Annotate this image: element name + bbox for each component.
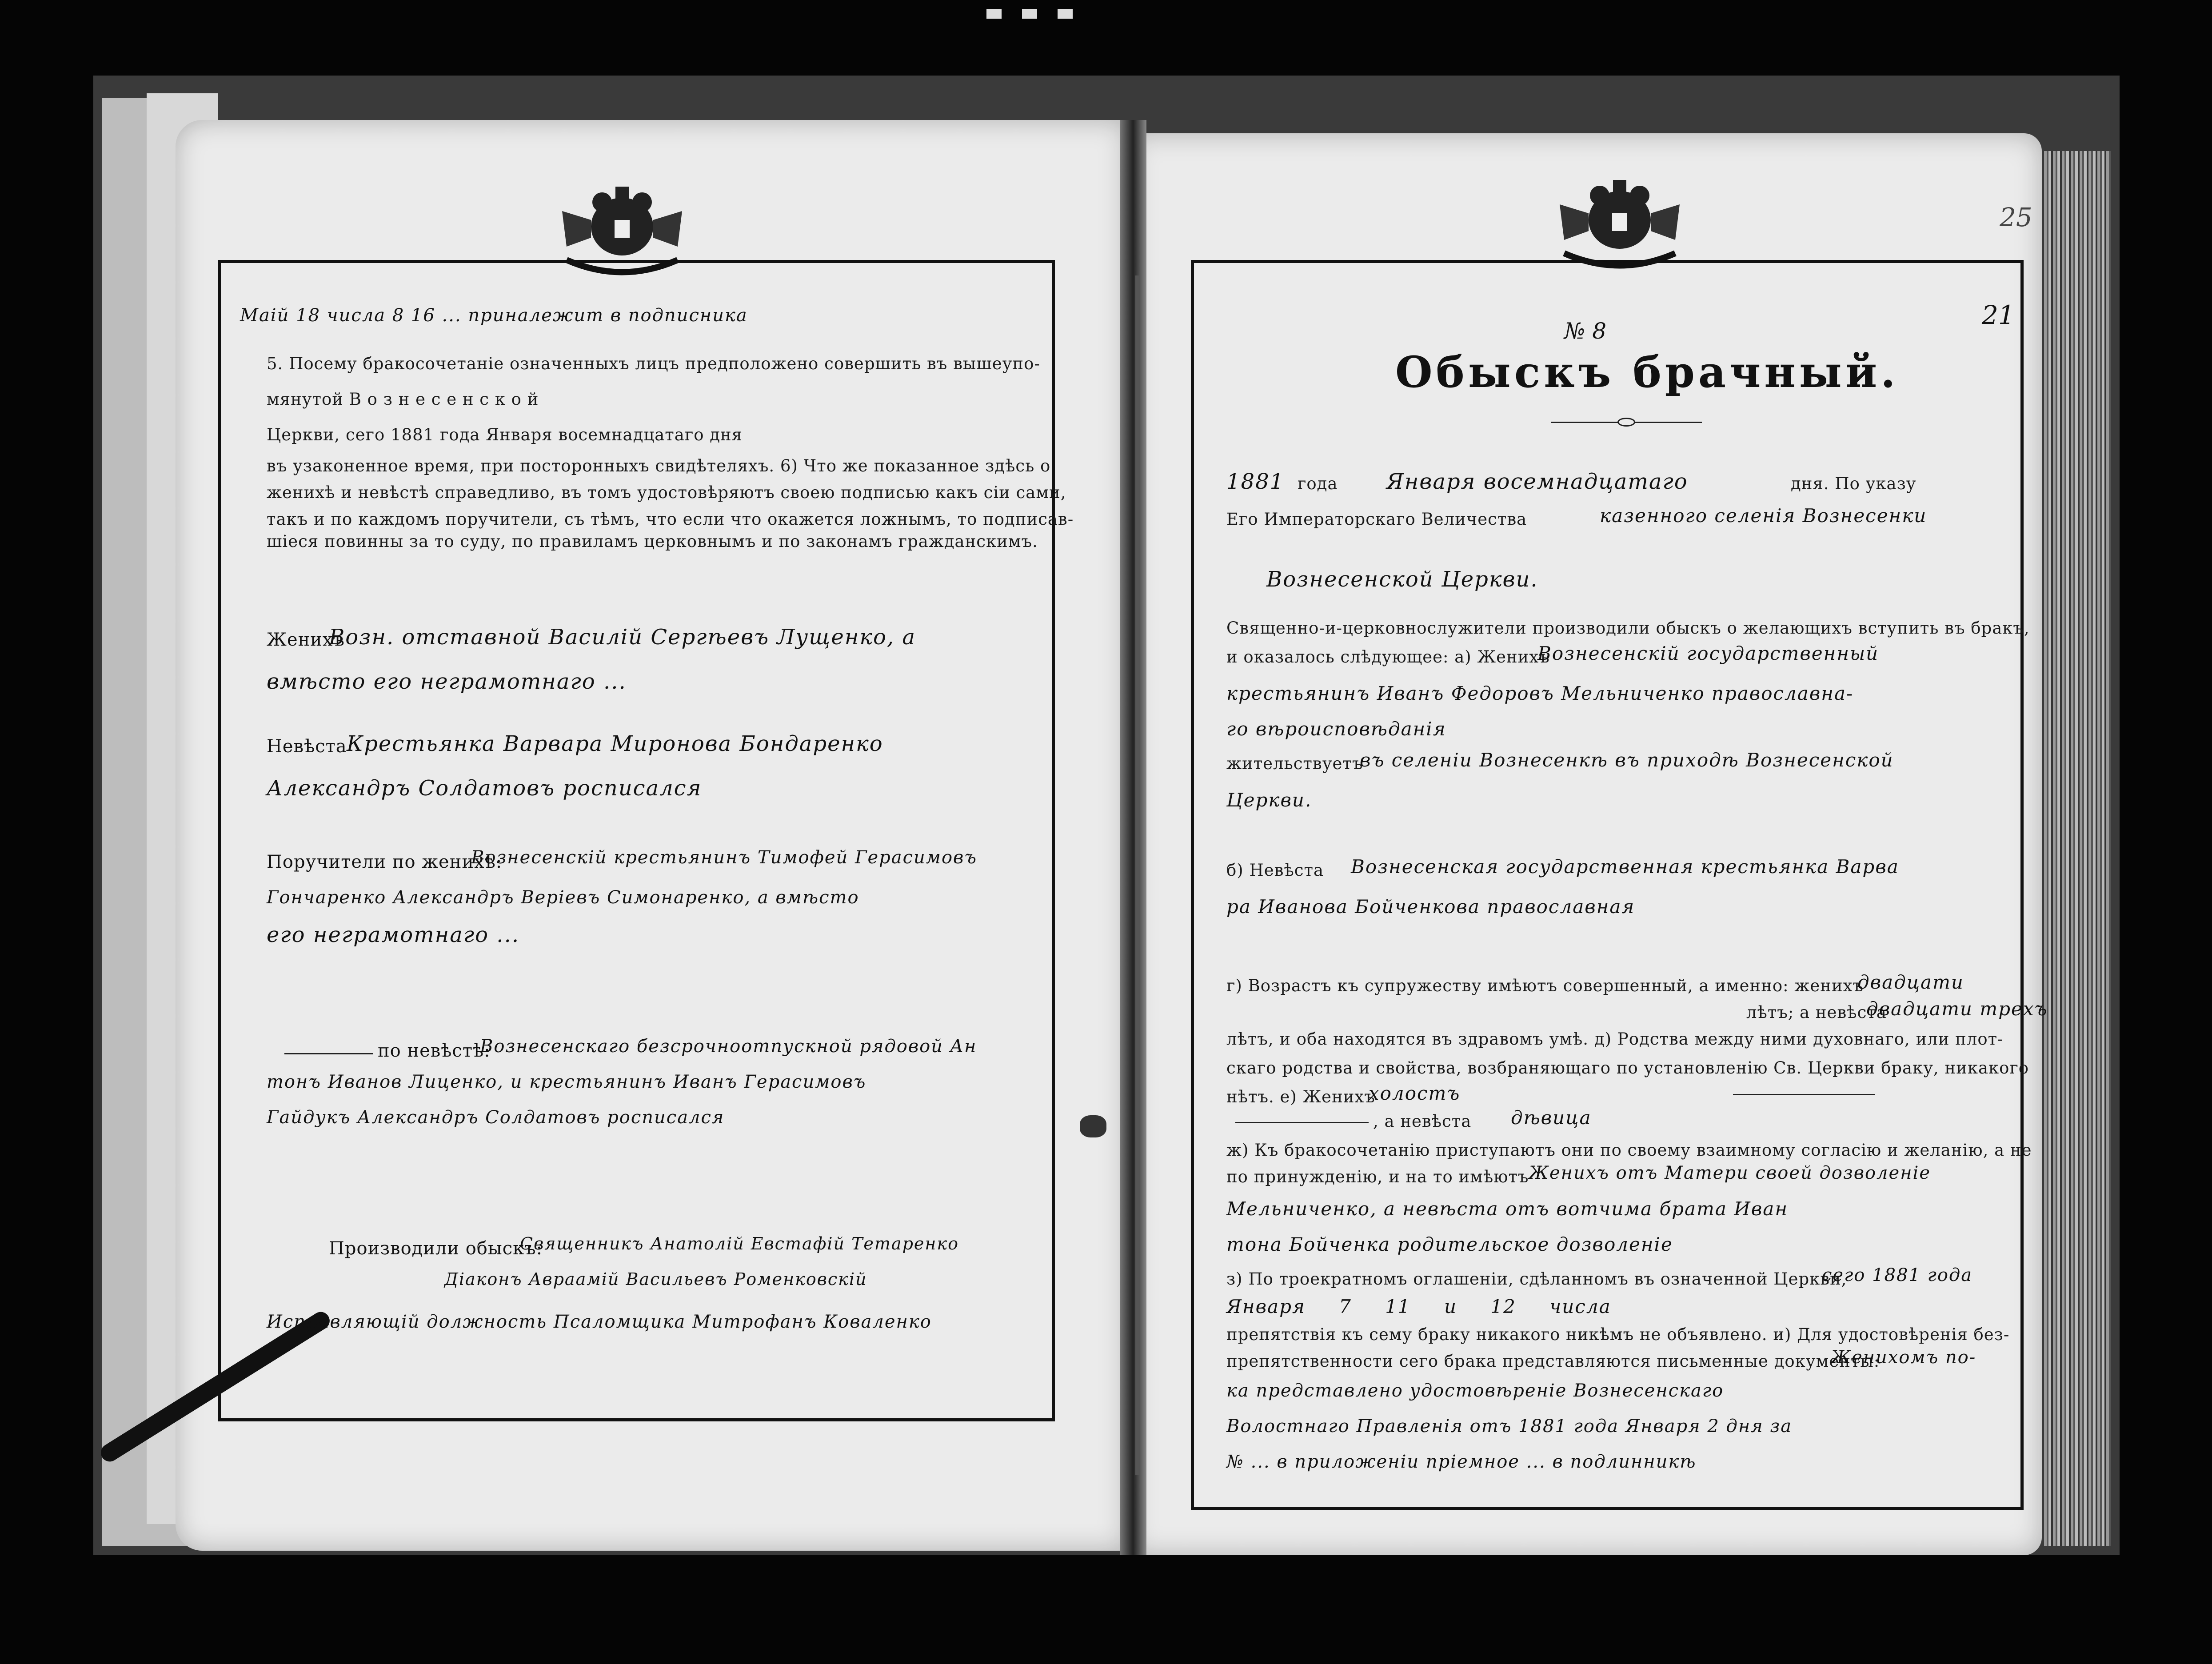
clergy-line: Священно-и-церковнослужители производили обыскъ о желающихъ вступить въ бракъ, <box>1226 619 2030 638</box>
date-day-word: дня. По указу <box>1791 474 1917 493</box>
bride-status: дѣвица <box>1511 1107 1592 1129</box>
consent-line: ж) Къ бракосочетанію приступаютъ они по своему взаимному согласію и желанію, а не <box>1226 1141 2032 1160</box>
bride-hand: ра Иванова Бойченкова православная <box>1226 896 1635 918</box>
bride-entry: Александръ Солдатовъ росписался <box>267 776 702 801</box>
document-title: Обыскъ брачный. <box>1395 347 1899 397</box>
banns-line: з) По троекратномъ оглашеніи, сдѣланномъ въ означенной Церкви, <box>1226 1269 1847 1289</box>
guarantors-groom-label: Поручители по женихѣ: <box>267 852 503 872</box>
bride-age: двадцати трехъ <box>1866 998 2048 1020</box>
documents-hand: Волостнаго Правленія отъ 1881 года Января 2 дня за <box>1226 1416 1793 1437</box>
blank-dash <box>1235 1122 1369 1123</box>
found-line: и оказалось слѣдующее: а) Женихъ <box>1226 647 1550 666</box>
banns-hand: сего 1881 года <box>1822 1265 1973 1285</box>
consent-hand: Женихъ отъ Матери своей дозволеніе <box>1529 1163 1931 1183</box>
left-paragraph-line: шіеся повинны за то суду, по правиламъ церковнымъ и по законамъ гражданскимъ. <box>267 532 1038 551</box>
page-number: 25 <box>2000 202 2032 232</box>
right-page-border <box>1191 260 2024 1510</box>
date-year-word: года <box>1298 474 1338 493</box>
groom-hand: Вознесенскій государственный <box>1537 642 1879 664</box>
groom-age: двадцати <box>1857 971 1964 993</box>
date-month-day: Января восемнадцатаго <box>1386 469 1688 494</box>
guarantors-bride-entry: тонъ Иванов Лиценко, и крестьянинъ Иванъ Герасимовъ <box>267 1072 866 1092</box>
documents-hand: № ... в приложеніи пріемное ... в подлинникѣ <box>1226 1452 1697 1472</box>
bride-label-right: б) Невѣста <box>1226 861 1324 880</box>
consent-line: по принужденію, и на то имѣютъ <box>1226 1167 1529 1186</box>
age-line: скаго родства и свойства, возбраняющаго по установленію Св. Церкви браку, никакого <box>1226 1058 2029 1077</box>
groom-entry: Возн. отставной Василій Сергѣевъ Лущенко, а <box>329 625 916 650</box>
guarantors-bride-label: по невѣстѣ: <box>378 1041 491 1061</box>
guarantors-groom-entry: Гончаренко Александръ Веріевъ Симонаренко, а вмѣсто <box>267 887 859 908</box>
left-paragraph-line: такъ и по каждомъ поручители, съ тѣмъ, что если что окажется ложнымъ, то подписав- <box>267 510 1074 529</box>
age-line: , а невѣста <box>1373 1112 1472 1131</box>
left-paragraph-line: Церкви, сего 1881 года Января восемнадцатаго дня <box>267 425 743 444</box>
left-paragraph-line: женихѣ и невѣстѣ справедливо, въ томъ удостовѣряютъ своею подписью какъ сіи сами, <box>267 483 1066 502</box>
groom-hand: го вѣроисповѣданія <box>1226 718 1446 740</box>
age-line: лѣтъ; а невѣста <box>1746 1003 1887 1022</box>
left-paragraph-line: въ узаконенное время, при посторонныхъ свидѣтеляхъ. 6) Что же показанное здѣсь о <box>267 456 1051 475</box>
scan-marks <box>986 9 1093 22</box>
residence-label: жительствуетъ <box>1226 754 1363 773</box>
conducted-label: Производили обыскъ: <box>329 1238 543 1259</box>
date-year: 1881 <box>1226 469 1285 494</box>
ink-blot <box>1080 1115 1106 1137</box>
groom-status: холостъ <box>1369 1082 1461 1104</box>
blank-dash <box>1733 1094 1875 1095</box>
consent-hand: Мельниченко, а невѣста отъ вотчима брата Иван <box>1226 1198 1789 1220</box>
consent-hand: тона Бойченка родительское дозволеніе <box>1226 1233 1673 1255</box>
banns-hand: Января 7 11 и 12 числа <box>1226 1296 1611 1317</box>
age-line: г) Возрастъ къ супружеству имѣютъ совершенный, а именно: женихъ <box>1226 976 1864 995</box>
blank-dash <box>284 1053 373 1054</box>
bride-entry: Крестьянка Варвара Миронова Бондаренко <box>347 731 883 756</box>
left-header-note: Маій 18 числа 8 16 ... приналежит в подписника <box>240 305 748 326</box>
corner-number: 21 <box>1982 300 2015 330</box>
bride-hand: Вознесенская государственная крестьянка Варва <box>1351 856 1899 878</box>
left-paragraph-line: мянутой В о з н е с е н с к о й <box>267 390 539 409</box>
documents-hand: Женихомъ по- <box>1831 1347 1976 1368</box>
page-edges-right <box>2044 151 2111 1546</box>
age-line: нѣтъ. е) Женихъ <box>1226 1087 1375 1106</box>
guarantors-bride-entry: Гайдукъ Александръ Солдатовъ росписался <box>267 1107 725 1128</box>
groom-hand: крестьянинъ Иванъ Федоровъ Мельниченко православна- <box>1226 682 1854 704</box>
residence-hand: въ селеніи Вознесенкѣ въ приходѣ Вознесенской <box>1360 749 1894 771</box>
left-paragraph-line: 5. Посему бракосочетаніе означенныхъ лицъ предположено совершить въ вышеупо- <box>267 354 1040 373</box>
bride-label: Невѣста <box>267 736 347 757</box>
title-ornament <box>1551 418 1702 427</box>
majesty-line: Его Императорскаго Величества <box>1226 510 1527 529</box>
groom-label: Женихъ <box>267 630 345 650</box>
guarantors-groom-entry: его неграмотнаго ... <box>267 922 520 947</box>
groom-entry: вмѣсто его неграмотнаго ... <box>267 669 627 694</box>
guarantors-groom-entry: Вознесенскій крестьянинъ Тимофей Герасимовъ <box>471 847 977 868</box>
imperial-eagle-emblem-right <box>1546 178 1693 271</box>
impediment-line: препятственности сего брака представляются письменные документы: <box>1226 1352 1880 1371</box>
age-line: лѣтъ, и оба находятся въ здравомъ умѣ. д) Родства между ними духовнаго, или плот- <box>1226 1030 2004 1049</box>
documents-hand: ка представлено удостовѣреніе Вознесенскаго <box>1226 1381 1724 1401</box>
imperial-eagle-emblem-left <box>549 184 695 278</box>
clergy-signature: Исправляющій должность Псаломщика Митрофанъ Коваленко <box>267 1312 932 1332</box>
impediment-line: препятствія къ сему браку никакого никѣмъ не объявлено. и) Для удостовѣренія без- <box>1226 1325 2010 1344</box>
clergy-signature: Діаконъ Авраамій Васильевъ Роменковскій <box>444 1269 867 1289</box>
residence-hand: Церкви. <box>1226 789 1312 811</box>
church-name: Вознесенской Церкви. <box>1266 567 1538 592</box>
book-gutter <box>1120 120 1146 1555</box>
clergy-signature: Священникъ Анатолій Евстафій Тетаренко <box>520 1234 959 1253</box>
binding-thread <box>1135 275 1140 1475</box>
record-number: № 8 <box>1564 318 1607 344</box>
guarantors-bride-entry: Вознесенскаго безсрочноотпускной рядовой Ан <box>480 1036 977 1057</box>
majesty-hand: казенного селенія Вознесенки <box>1600 505 1927 527</box>
